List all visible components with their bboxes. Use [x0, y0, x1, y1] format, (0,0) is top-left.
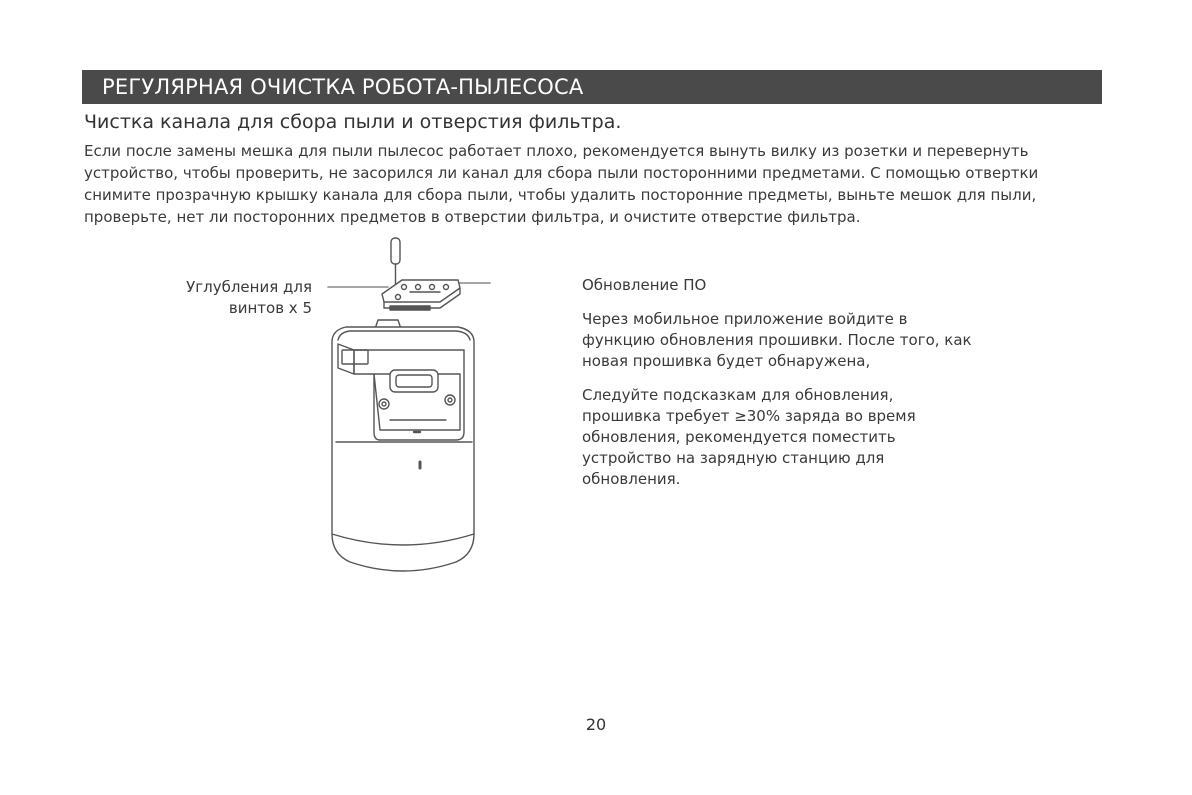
intro-line: проверьте, нет ли посторонних предметов в отверстии фильтра, и очистите отверстие фильтра.	[84, 208, 861, 226]
firmware-line: обновления.	[582, 470, 681, 488]
section-header-title: РЕГУЛЯРНАЯ ОЧИСТКА РОБОТА-ПЫЛЕСОСА	[102, 75, 584, 99]
section-header	[82, 70, 1102, 104]
section-subtitle: Чистка канала для сбора пыли и отверстия фильтра.	[84, 111, 622, 133]
dust-channel-cover-icon	[382, 280, 460, 310]
intro-line: Если после замены мешка для пыли пылесос работает плохо, рекомендуется вынуть вилку из розетки и перевернуть	[84, 142, 1029, 160]
intro-line: снимите прозрачную крышку канала для сбора пыли, чтобы удалить посторонние предметы, выньте мешок для пыли,	[84, 186, 1037, 204]
dust-station-body	[332, 327, 474, 571]
screw-recess-callout	[170, 277, 312, 319]
vacuum-dust-station-illustration	[318, 234, 498, 579]
firmware-line: функцию обновления прошивки. После того, как	[582, 331, 972, 349]
intro-paragraph	[84, 140, 1114, 228]
callout-line: Углубления для	[186, 278, 312, 296]
firmware-line: прошивка требует ≥30% заряда во время	[582, 407, 916, 425]
intro-line: устройство, чтобы проверить, не засорился ли канал для сбора пыли посторонними предметами. С помощью отвертки	[84, 164, 1039, 182]
page-number: 20	[585, 715, 607, 734]
callout-line: винтов x 5	[228, 299, 312, 317]
firmware-line: Следуйте подсказкам для обновления,	[582, 386, 894, 404]
firmware-line: Через мобильное приложение войдите в	[582, 310, 908, 328]
firmware-paragraph-2	[582, 385, 916, 490]
firmware-update-title: Обновление ПО	[582, 276, 707, 294]
firmware-paragraph-1	[582, 309, 972, 372]
firmware-line: новая прошивка будет обнаружена,	[582, 352, 871, 370]
firmware-line: устройство на зарядную станцию для	[582, 449, 885, 467]
firmware-line: обновления, рекомендуется поместить	[582, 428, 896, 446]
